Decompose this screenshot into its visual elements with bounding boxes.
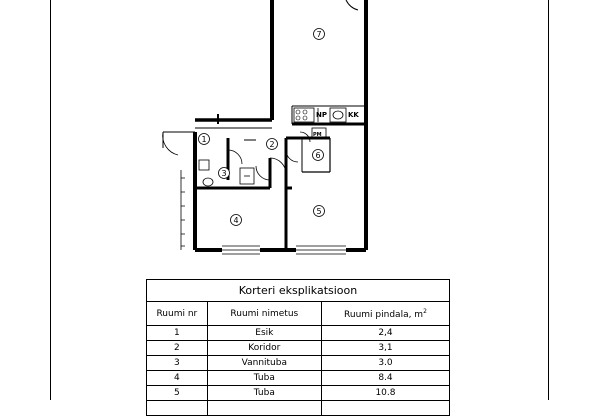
cell-nr: 3 xyxy=(147,356,208,371)
cell-area: 2,4 xyxy=(321,326,449,341)
room-number-3 xyxy=(219,168,230,179)
header-room-area-text: Ruumi pindala, m xyxy=(344,309,424,320)
cell-area: 10.8 xyxy=(321,386,449,401)
cell-name: Tuba xyxy=(207,386,321,401)
cell-name: Koridor xyxy=(207,341,321,356)
table-row-partial xyxy=(147,401,450,416)
room-number-4 xyxy=(231,215,242,226)
cell-nr: 2 xyxy=(147,341,208,356)
header-area-unit-superscript: 2 xyxy=(423,307,427,315)
cell-name: Vannituba xyxy=(207,356,321,371)
label-np: NP xyxy=(316,111,327,119)
label-pm: PM xyxy=(313,132,322,138)
cell-nr: 1 xyxy=(147,326,208,341)
cell-nr: 4 xyxy=(147,371,208,386)
room-number-5 xyxy=(314,206,325,217)
table-header-row xyxy=(147,302,450,326)
table-title: Korteri eksplikatsioon xyxy=(147,280,450,302)
header-room-number: Ruumi nr xyxy=(147,302,208,326)
svg-text:2: 2 xyxy=(269,140,275,149)
svg-text:3: 3 xyxy=(221,169,227,178)
room-number-6 xyxy=(313,150,324,161)
svg-text:5: 5 xyxy=(316,207,322,216)
table-row xyxy=(147,371,450,386)
room-number-7 xyxy=(314,29,325,40)
cell-name: Esik xyxy=(207,326,321,341)
svg-text:4: 4 xyxy=(233,216,239,225)
table-row xyxy=(147,341,450,356)
header-room-area xyxy=(321,302,449,326)
cell-area: 3,1 xyxy=(321,341,449,356)
table-title-row xyxy=(147,280,450,302)
table-row xyxy=(147,386,450,401)
cell-nr: 5 xyxy=(147,386,208,401)
cell-area: 8.4 xyxy=(321,371,449,386)
cell-name: Tuba xyxy=(207,371,321,386)
table-row xyxy=(147,326,450,341)
header-room-name: Ruumi nimetus xyxy=(207,302,321,326)
svg-text:1: 1 xyxy=(201,135,207,144)
explication-table xyxy=(146,279,450,416)
room-number-2 xyxy=(267,139,278,150)
walls xyxy=(163,0,366,254)
cell-area: 3.0 xyxy=(321,356,449,371)
sink-icon xyxy=(333,111,343,119)
room-number-1 xyxy=(199,134,210,145)
label-kk: KK xyxy=(348,111,359,119)
svg-text:6: 6 xyxy=(315,151,321,160)
svg-text:7: 7 xyxy=(316,30,322,39)
stove-burners xyxy=(296,110,307,120)
table-row xyxy=(147,356,450,371)
